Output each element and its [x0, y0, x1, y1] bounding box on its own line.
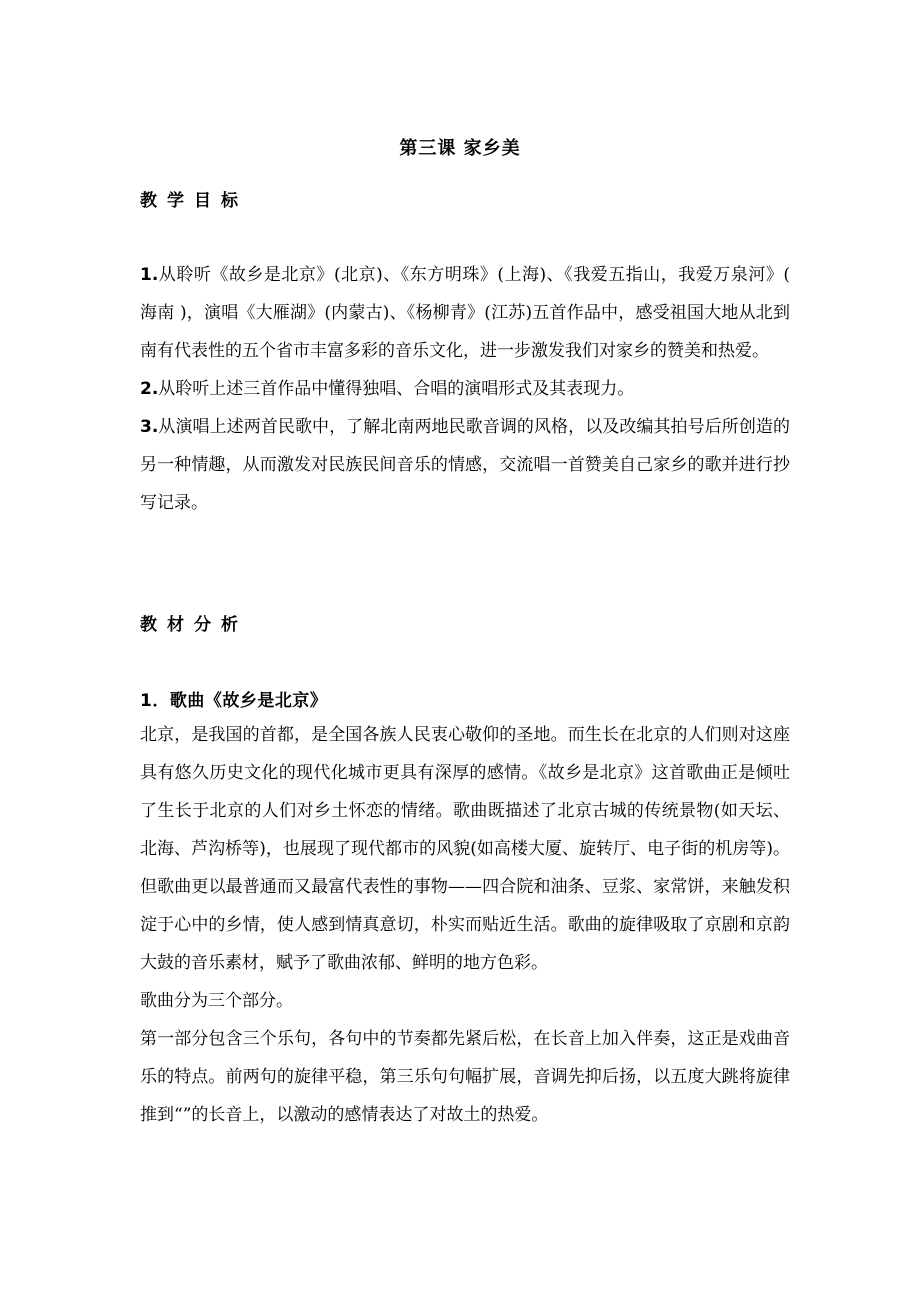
section-paragraph: 第一部分包含三个乐句，各句中的节奏都先紧后松，在长音上加入伴奏，这正是戏曲音乐的特点。前两句的旋律平稳，第三乐句句幅扩展，音调先抑后扬，以五度大跳将旋律推到“”的长音上，以激动的感情表达了对故土的热爱。	[140, 1029, 790, 1125]
objectives-heading: 教学目标	[140, 191, 248, 211]
objective-number: 1.	[140, 265, 159, 285]
objectives-list	[140, 256, 790, 522]
section-paragraph: 北京，是我国的首都，是全国各族人民衷心敬仰的圣地。而生长在北京的人们则对这座具有悠久历史文化的现代化城市更具有深厚的感情。《故乡是北京》这首歌曲正是倾吐了生长于北京的人们对乡土怀恋的情绪。歌曲既描述了北京古城的传统景物(如天坛、北海、芦沟桥等)，也展现了现代都市的风貌(如高楼大厦、旋转厅、电子街的机房等)。但歌曲更以最普通而又最富代表性的事物——四合院和油条、豆浆、家常饼，来触发积淀于心中的乡情，使人感到情真意切，朴实而贴近生活。歌曲的旋律吸取了京剧和京韵大鼓的音乐素材，赋予了歌曲浓郁、鲜明的地方色彩。	[140, 725, 790, 973]
page-title: 第三课 家乡美	[399, 138, 521, 159]
analysis-heading: 教材分析	[140, 615, 248, 635]
section-paragraph: 歌曲分为三个部分。	[140, 991, 293, 1011]
objective-text: 从聆听《故乡是北京》(北京)、《东方明珠》(上海)、《我爱五指山，我爱万泉河》( 海南 )，演唱《大雁湖》(内蒙古)、《杨柳青》(江苏)五首作品中，感受祖国大地从北到南有代表性的五个省市丰富多彩的音乐文化，进一步激发我们对家乡的赞美和热爱。	[140, 265, 790, 361]
section-body	[140, 716, 790, 1134]
objective-item-1	[140, 256, 790, 370]
objective-text: 从聆听上述三首作品中懂得独唱、合唱的演唱形式及其表现力。	[158, 379, 635, 399]
objective-item-2	[140, 370, 790, 408]
objective-text: 从演唱上述两首民歌中，了解北南两地民歌音调的风格，以及改编其拍号后所创造的另一种情趣，从而激发对民族民间音乐的情感，交流唱一首赞美自己家乡的歌并进行抄写记录。	[140, 417, 790, 513]
section-title: 1．歌曲《故乡是北京》	[140, 691, 328, 711]
objective-number: 2.	[140, 379, 159, 399]
objective-item-3	[140, 408, 790, 522]
objective-number: 3.	[140, 417, 159, 437]
